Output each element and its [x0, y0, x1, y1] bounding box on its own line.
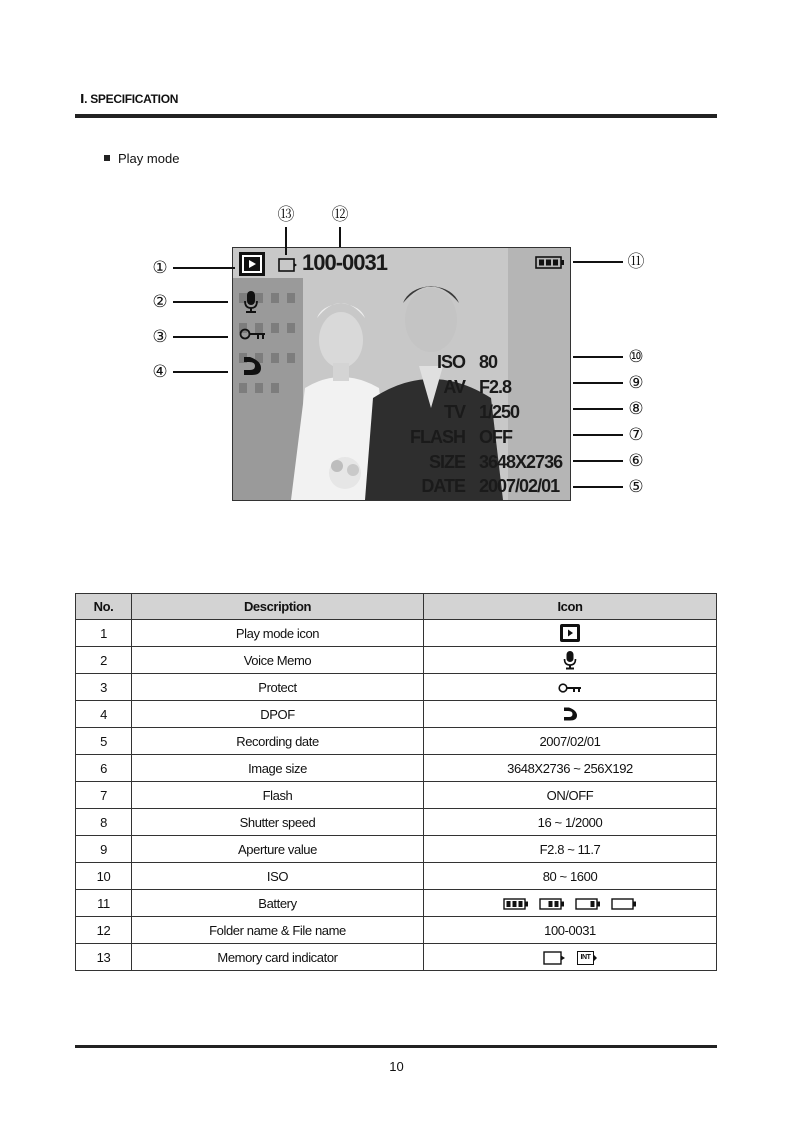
row-icon-cell [424, 620, 717, 647]
memory-card-icon [278, 258, 298, 272]
row-no: 3 [76, 674, 132, 701]
callout-8: ⑧ [628, 399, 644, 419]
table-row [76, 674, 717, 701]
callout-6: ⑥ [628, 451, 644, 471]
row-no: 7 [76, 782, 132, 809]
callout-4: ④ [152, 362, 168, 382]
row-no: 8 [76, 809, 132, 836]
callout-6-leader [573, 460, 623, 462]
row-icon-text: 2007/02/01 [424, 728, 717, 755]
lcd-av-label: AV [443, 377, 465, 397]
row-description: Image size [132, 755, 424, 782]
row-description: Shutter speed [132, 809, 424, 836]
header-no: No. [76, 594, 132, 620]
row-icon-text: ON/OFF [424, 782, 717, 809]
battery-full-icon [503, 898, 529, 910]
lcd-iso-label: ISO [436, 352, 465, 372]
lcd-filename: 100-0031 [302, 250, 387, 275]
row-no: 11 [76, 890, 132, 917]
table-row [76, 755, 717, 782]
table-row [76, 647, 717, 674]
callout-12-leader [339, 227, 341, 247]
memory-icons [543, 951, 596, 965]
row-no: 12 [76, 917, 132, 944]
table-row [76, 620, 717, 647]
row-no: 5 [76, 728, 132, 755]
callout-1-leader [173, 267, 235, 269]
play-mode-icon [239, 252, 265, 276]
table-row [76, 917, 717, 944]
lcd-size-label: SIZE [428, 452, 465, 472]
row-description: Flash [132, 782, 424, 809]
row-icon-cell [424, 944, 717, 971]
battery-icons [503, 898, 637, 910]
internal-memory-label: INT [580, 953, 591, 961]
table-row [76, 809, 717, 836]
voice-memo-icon [563, 650, 577, 670]
row-icon-text: 100-0031 [424, 917, 717, 944]
internal-memory-tab-icon [594, 955, 597, 961]
table-row [76, 863, 717, 890]
callout-5-leader [573, 486, 623, 488]
row-description: Aperture value [132, 836, 424, 863]
battery-empty-icon [611, 898, 637, 910]
row-icon-cell [424, 890, 717, 917]
lcd-tv-label: TV [443, 402, 465, 422]
row-description: ISO [132, 863, 424, 890]
callout-10: ⑩ [628, 347, 644, 367]
row-description: Battery [132, 890, 424, 917]
row-no: 9 [76, 836, 132, 863]
table-row [76, 836, 717, 863]
callout-7-leader [573, 434, 623, 436]
section-title: Ⅰ. SPECIFICATION [80, 92, 179, 106]
lcd-tv-value: 1/250 [479, 402, 520, 422]
callout-13: ⑬ [277, 205, 295, 225]
row-no: 6 [76, 755, 132, 782]
callout-9: ⑨ [628, 373, 644, 393]
lcd-flash-label: FLASH [410, 427, 465, 447]
header-divider [75, 114, 717, 118]
play-mode-icon [560, 624, 580, 642]
row-description: Protect [132, 674, 424, 701]
row-icon-text: F2.8 ~ 11.7 [424, 836, 717, 863]
row-icon-cell [424, 701, 717, 728]
row-icon-text: 3648X2736 ~ 256X192 [424, 755, 717, 782]
row-no: 13 [76, 944, 132, 971]
dpof-icon [562, 706, 578, 722]
footer-divider [75, 1045, 717, 1048]
table-row [76, 728, 717, 755]
internal-memory-icon [577, 951, 593, 965]
row-no: 2 [76, 647, 132, 674]
callout-2-leader [173, 301, 228, 303]
callout-5: ⑤ [628, 477, 644, 497]
table-header-row [76, 594, 717, 620]
row-icon-cell [424, 647, 717, 674]
lcd-flash-value: OFF [479, 427, 512, 447]
callout-10-leader [573, 356, 623, 358]
row-icon-text: 80 ~ 1600 [424, 863, 717, 890]
table-row [76, 782, 717, 809]
row-description: Folder name & File name [132, 917, 424, 944]
play-mode-heading [104, 151, 179, 166]
callout-9-leader [573, 382, 623, 384]
page-number: 10 [389, 1059, 404, 1074]
table-row [76, 944, 717, 971]
callout-11: ⑪ [627, 252, 645, 272]
row-no: 4 [76, 701, 132, 728]
row-description: DPOF [132, 701, 424, 728]
lcd-screen [232, 247, 571, 501]
dpof-icon [241, 355, 263, 377]
row-description: Recording date [132, 728, 424, 755]
header-description: Description [132, 594, 424, 620]
callout-13-leader [285, 227, 287, 255]
lcd-size-value: 3648X2736 [479, 452, 563, 472]
row-no: 10 [76, 863, 132, 890]
header-icon: Icon [424, 594, 717, 620]
battery-one-third-icon [575, 898, 601, 910]
row-no: 1 [76, 620, 132, 647]
row-description: Play mode icon [132, 620, 424, 647]
row-description: Voice Memo [132, 647, 424, 674]
callout-3: ③ [152, 327, 168, 347]
play-mode-heading-text: Play mode [118, 151, 180, 166]
bullet-square-icon [104, 155, 110, 161]
row-icon-text: 16 ~ 1/2000 [424, 809, 717, 836]
callout-11-leader [573, 261, 623, 263]
row-icon-cell [424, 674, 717, 701]
table-row [76, 890, 717, 917]
lcd-iso-value: 80 [479, 352, 498, 372]
voice-memo-icon [243, 290, 259, 314]
lcd-av-value: F2.8 [479, 377, 512, 397]
battery-two-thirds-icon [539, 898, 565, 910]
battery-full-icon [535, 256, 565, 269]
callout-2: ② [152, 292, 168, 312]
spec-table [75, 593, 717, 971]
memory-card-icon [543, 951, 567, 965]
lcd-date-label: DATE [421, 476, 465, 496]
callout-7: ⑦ [628, 425, 644, 445]
callout-1: ① [152, 258, 168, 278]
callout-4-leader [173, 371, 228, 373]
protect-key-icon [558, 682, 582, 694]
table-row [76, 701, 717, 728]
lcd-date-value: 2007/02/01 [479, 476, 560, 496]
callout-8-leader [573, 408, 623, 410]
callout-3-leader [173, 336, 228, 338]
callout-12: ⑫ [331, 205, 349, 225]
protect-key-icon [239, 327, 267, 341]
row-description: Memory card indicator [132, 944, 424, 971]
